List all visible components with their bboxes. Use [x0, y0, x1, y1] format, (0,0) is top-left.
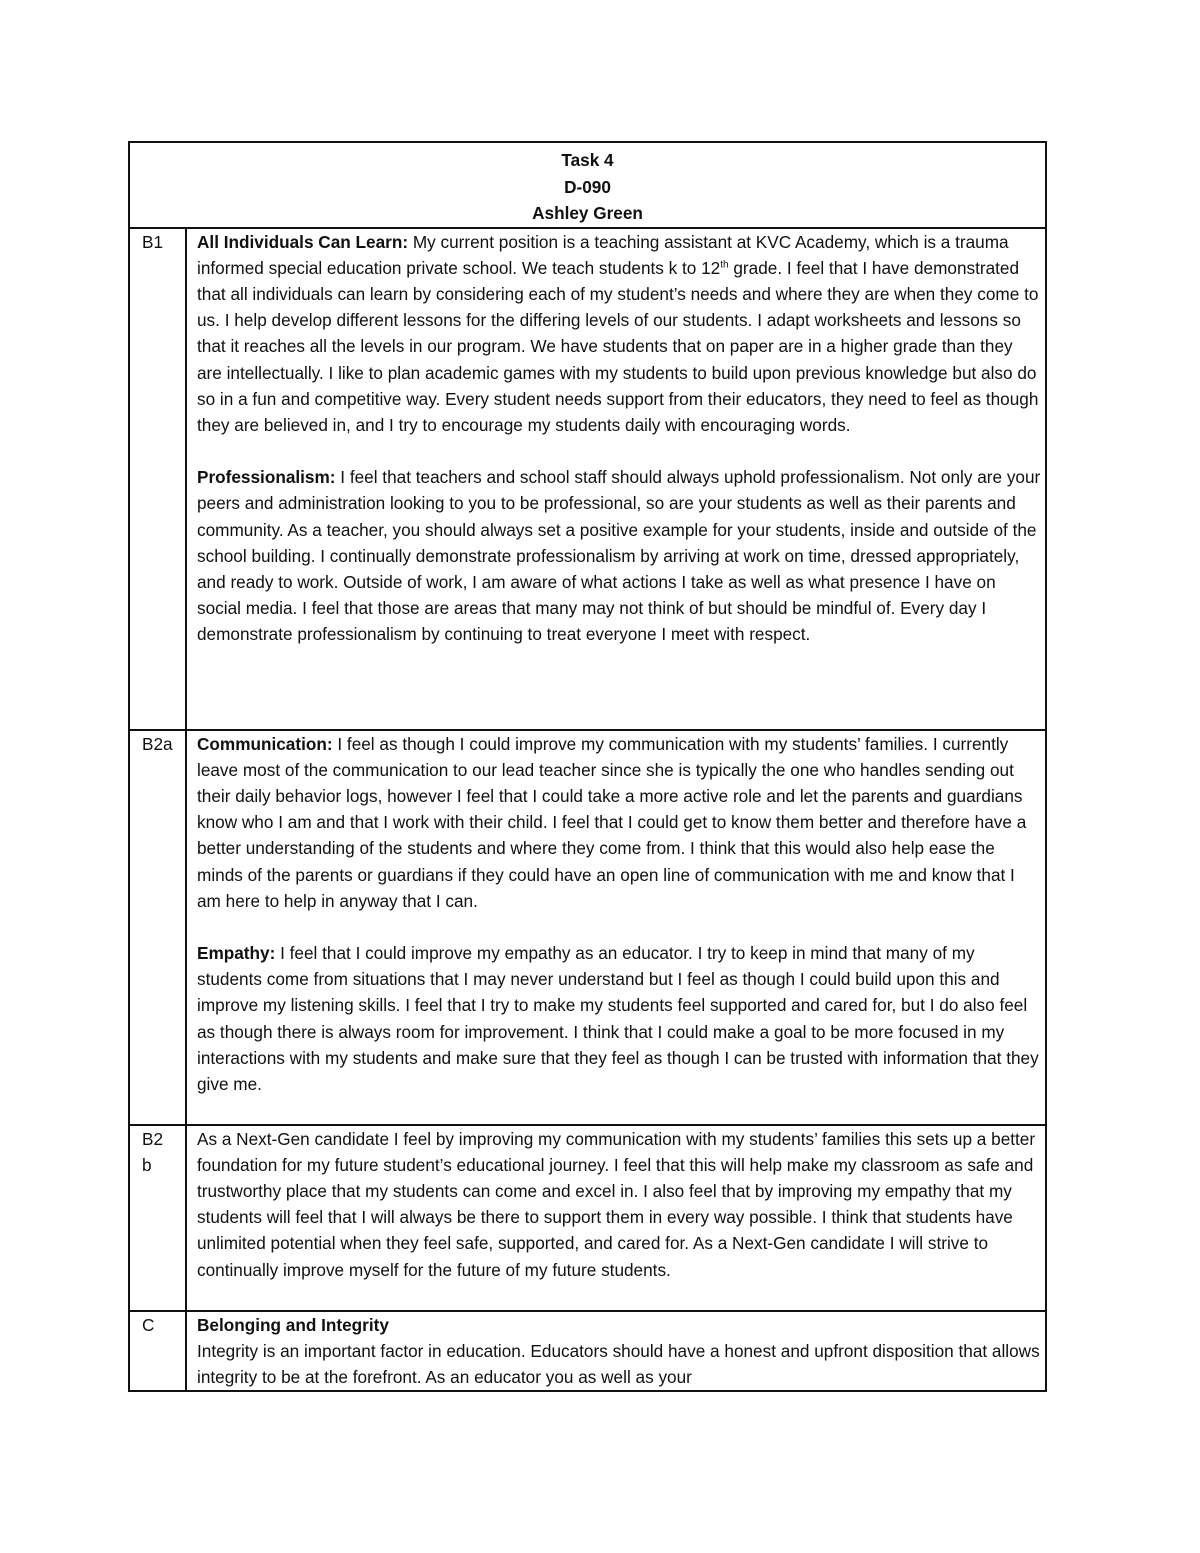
row-content-b2a — [186, 730, 1046, 1125]
text-all-individuals-2: grade. I feel that I have demonstrated that all individuals can learn by considering each of my student’s needs and where they are when they come to us. I help develop different lessons for the differing levels of our students. I adapt worksheets and lessons so that it reaches all the levels in our program. We have students that on paper are in a higher grade than they are intellectually. I like to plan academic games with my students to build upon previous knowledge but also do so in a fun and competitive way. Every student needs support from their educators, they need to feel as though they are believed in, and I try to encourage my students daily with encouraging words. — [197, 257, 1039, 435]
row-label-b1: B1 — [129, 228, 186, 730]
heading-professionalism: Professionalism: — [197, 467, 336, 488]
table-row-b2a — [129, 730, 1046, 1125]
course-code: D-090 — [564, 176, 611, 197]
row-label-c: C — [129, 1311, 186, 1392]
paragraph-communication — [197, 731, 1041, 914]
table-row-c — [129, 1311, 1046, 1392]
text-all-individuals-1: My current position is a teaching assistant at KVC Academy, which is a trauma informed special education private school. We teach students k to 12 — [197, 231, 1009, 278]
rubric-table — [128, 141, 1047, 1392]
text-communication: I feel as though I could improve my communication with my students’ families. I currently leave most of the communication to our lead teacher since she is typically the one who handles sending out their daily behavior logs, however I feel that I could take a more active role and let the parents and guardians know who I am and that I work with their child. I feel that I could get to know them better and therefore have a better understanding of the students and where they come from. I think that this would also help ease the minds of the parents or guardians if they could have an open line of communication with me and know that I am here to help in anyway that I can. — [197, 733, 1027, 911]
row-label-b2b — [129, 1125, 186, 1311]
row-content-b1 — [186, 228, 1046, 730]
row-content-c — [186, 1311, 1046, 1392]
header-row — [129, 142, 1046, 228]
table-row-b2b — [129, 1125, 1046, 1311]
paragraph-professionalism — [197, 464, 1041, 647]
task-title: Task 4 — [561, 150, 614, 170]
paragraph-empathy — [197, 940, 1041, 1097]
text-empathy: I feel that I could improve my empathy as an educator. I try to keep in mind that many of my students come from situations that I may never understand but I feel as though I could build upon this and improve my listening skills. I feel that I try to make my students feel supported and cared for, but I do also feel as though there is always room for improvement. I think that I could make a goal to be more focused in my interactions with my students and make sure that they feel as though I can be trusted with information that they give me. — [197, 942, 1039, 1094]
row-label-b2a: B2a — [129, 730, 186, 1125]
header-cell — [129, 142, 1046, 228]
row-content-b2b — [186, 1125, 1046, 1311]
heading-all-individuals: All Individuals Can Learn: — [197, 231, 409, 252]
paragraph-integrity: Integrity is an important factor in education. Educators should have a honest and upfront disposition that allows integrity to be at the forefront. As an educator you as well as your — [197, 1340, 1040, 1387]
heading-communication: Communication: — [197, 733, 333, 754]
table-row-b1 — [129, 228, 1046, 730]
heading-belonging-integrity: Belonging and Integrity — [197, 1314, 389, 1335]
row-label-b2b-line2: b — [142, 1154, 152, 1175]
superscript-th: th — [720, 258, 729, 270]
paragraph-all-individuals — [197, 229, 1041, 439]
paragraph-next-gen: As a Next-Gen candidate I feel by improving my communication with my students’ families this sets up a better foundation for my future student’s educational journey. I feel that this will help make my classroom as safe and trustworthy place that my students can come and excel in. I also feel that by improving my empathy that my students will feel that I will always be there to support them in every way possible. I think that students have unlimited potential when they feel safe, supported, and cared for. As a Next-Gen candidate I will strive to continually improve myself for the future of my future students. — [197, 1128, 1036, 1280]
author-name: Ashley Green — [532, 203, 643, 223]
row-label-b2b-line1: B2 — [142, 1128, 164, 1149]
heading-empathy: Empathy: — [197, 942, 276, 963]
text-professionalism: I feel that teachers and school staff should always uphold professionalism. Not only are your peers and administration looking to you to be professional, so are your students as well as their parents and community. As a teacher, you should always set a positive example for your students, inside and outside of the school building. I continually demonstrate professionalism by arriving at work on time, dressed appropriately, and ready to work. Outside of work, I am aware of what actions I take as well as what presence I have on social media. I feel that those are areas that many may not think of but should be mindful of. Every day I demonstrate professionalism by continuing to treat everyone I meet with respect. — [197, 467, 1041, 645]
